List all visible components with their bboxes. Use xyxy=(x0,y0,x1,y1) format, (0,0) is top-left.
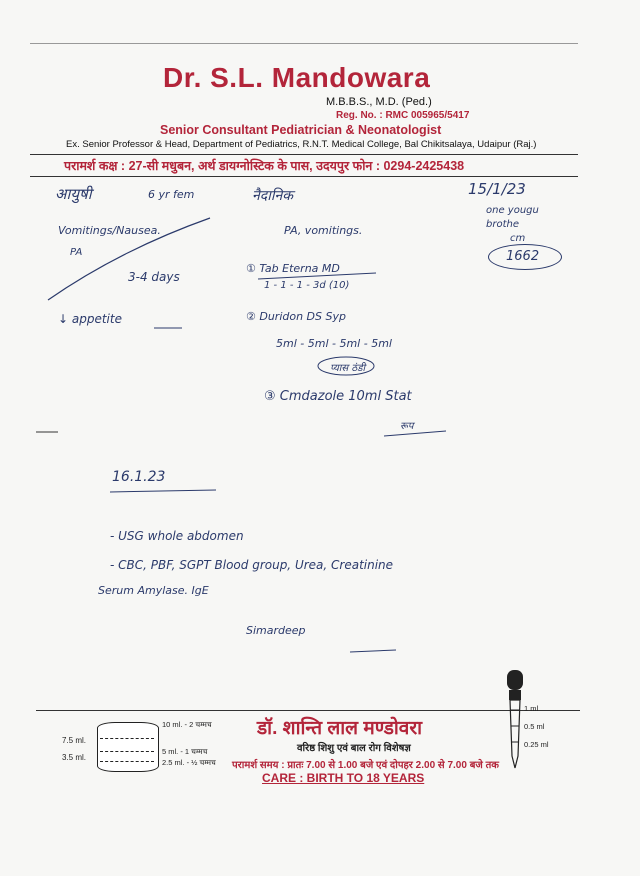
rx1-dose: 1 - 1 - 1 - 3d (10) xyxy=(264,280,350,291)
cup-line-2 xyxy=(100,751,154,752)
rx2-note-oval xyxy=(318,357,374,375)
footer-subtitle: वरिष्ठ शिशु एवं बाल रोग विशेषज्ञ xyxy=(297,743,411,754)
dropper-0-25ml: 0.25 ml xyxy=(524,740,549,749)
patient-name: आयुषी xyxy=(55,185,92,203)
cup-line-3 xyxy=(100,761,154,762)
experience-line: Ex. Senior Professor & Head, Department of Pediatrics, R.N.T. Medical College, Bal Chikitsalaya, Udaipur (Raj.) xyxy=(66,139,537,150)
investigation-blood: - CBC, PBF, SGPT Blood group, Urea, Creatinine xyxy=(110,558,394,572)
cup-left-top: 7.5 ml. xyxy=(62,736,87,745)
visit-date: 15/1/23 xyxy=(468,180,526,198)
cup-label-2-5ml: 2.5 ml. - ½ चम्मच xyxy=(162,758,216,767)
dropper-1ml: 1 ml xyxy=(524,704,539,713)
footer-rule xyxy=(36,710,580,711)
doctor-name: Dr. S.L. Mandowara xyxy=(163,62,431,93)
dropper-0-5ml: 0.5 ml xyxy=(524,722,545,731)
cup-line-1 xyxy=(100,738,154,739)
file-number: 1662 xyxy=(506,249,540,264)
signature-underline-stroke xyxy=(350,650,396,652)
rx2-name: ② Duridon DS Syp xyxy=(246,310,346,323)
clinic-address: परामर्श कक्ष : 27-सी मधुबन, अर्थ डायग्नोस्टिक के पास, उदयपुर फोन : 0294-2425438 xyxy=(64,159,465,173)
note-right: one yougu brothe xyxy=(486,205,539,230)
cup-label-10ml: 10 ml. - 2 चम्मच xyxy=(162,720,212,729)
exam-findings: PA, vomitings. xyxy=(284,224,363,237)
footer-hindi-name: डॉ. शान्ति लाल मण्डोवरा xyxy=(257,718,423,739)
degrees: M.B.B.S., M.D. (Ped.) xyxy=(326,96,432,108)
measuring-cup-icon xyxy=(97,722,159,772)
note-cm: cm xyxy=(510,233,526,244)
care-tagline: CARE : BIRTH TO 18 YEARS xyxy=(262,771,425,785)
rx2-dose: 5ml - 5ml - 5ml - 5ml xyxy=(276,337,392,350)
consultation-hours: परामर्श समय : प्रातः 7.00 से 1.00 बजे एवं दोपहर 2.00 से 7.00 बजे तक xyxy=(232,760,499,771)
registration-number: Reg. No. : RMC 005965/5417 xyxy=(336,110,470,121)
rx3-underline-stroke xyxy=(384,431,446,436)
complaint-duration: 3-4 days xyxy=(128,270,180,284)
rx3-name: ③ Cmdazole 10ml Stat xyxy=(264,389,412,404)
dropper-icon xyxy=(500,668,530,774)
complaint-slash-stroke xyxy=(48,218,210,300)
followup-date: 16.1.23 xyxy=(112,469,166,485)
date-underline-stroke xyxy=(110,490,216,492)
rx-heading: नैदानिक xyxy=(252,188,293,204)
rx1-underline-stroke xyxy=(258,273,376,279)
patient-age: 6 yr fem xyxy=(148,188,195,201)
complaint-vomiting: Vomitings/Nausea. xyxy=(58,224,161,237)
investigation-usg: - USG whole abdomen xyxy=(110,529,244,543)
cup-left-bottom: 3.5 ml. xyxy=(62,753,87,762)
complaint-pa: PA xyxy=(70,247,83,258)
rx3-note: रूप xyxy=(400,421,414,432)
rx2-note: प्यास ठंडी xyxy=(330,363,366,374)
signature: Simardeep xyxy=(246,624,306,637)
doctor-title: Senior Consultant Pediatrician & Neonatologist xyxy=(160,123,442,137)
appetite-note: ↓ appetite xyxy=(58,312,122,326)
rx1-name: ① Tab Eterna MD xyxy=(246,262,340,275)
cup-label-5ml: 5 ml. - 1 चम्मच xyxy=(162,747,208,756)
investigation-amylase: Serum Amylase. IgE xyxy=(98,584,209,597)
